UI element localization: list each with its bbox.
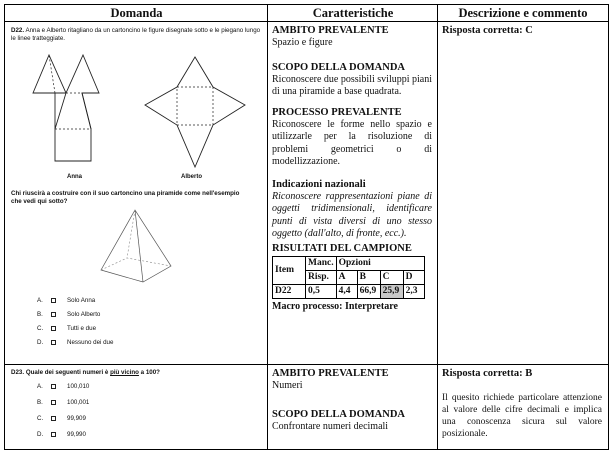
d22-text: Anna e Alberto ritagliano da un cartoncino le figure disegnate sotto e le piegano lungo le linee tratteggiate. (11, 27, 261, 42)
indicazioni-title: Indicazioni nazionali (272, 178, 366, 190)
option-text: 99,990 (67, 431, 86, 438)
results-header-opzioni: Opzioni (336, 256, 424, 270)
checkbox-icon[interactable] (51, 312, 56, 317)
option-text: 100,001 (67, 399, 90, 406)
checkbox-icon[interactable] (51, 400, 56, 405)
pyramid-figure (95, 208, 175, 286)
scopo-title: SCOPO DELLA DOMANDA (272, 408, 406, 420)
option-text: Solo Alberto (67, 311, 101, 318)
results-header-d: D (403, 270, 424, 284)
scopo-title: SCOPO DELLA DOMANDA (272, 61, 406, 73)
ambito-value: Spazio e figure (272, 37, 333, 48)
checkbox-icon[interactable] (51, 432, 56, 437)
header-domanda: Domanda (5, 5, 268, 22)
d23-descrizione (442, 368, 602, 440)
results-header-item: Item (273, 256, 306, 284)
results-c-correct: 25,9 (380, 284, 403, 298)
risultati-title: RISULTATI DEL CAMPIONE (272, 242, 412, 254)
d22-question: Chi riuscirà a costruire con il suo cartoncino una piramide come nell'esempio che vedi qui sotto? (11, 190, 240, 205)
header-descrizione: Descrizione e commento (438, 5, 608, 22)
option-letter: B. (37, 311, 43, 318)
checkbox-icon[interactable] (51, 326, 56, 331)
results-d: 2,3 (403, 284, 424, 298)
d22-number: D22. (11, 27, 25, 34)
d22-caratteristiche (272, 25, 432, 313)
checkbox-icon[interactable] (51, 416, 56, 421)
d22-question-text (11, 27, 261, 43)
option-text: Solo Anna (67, 297, 96, 304)
option-text: Tutti e due (67, 325, 97, 332)
option-letter: A. (37, 297, 43, 304)
option-text: Nessuno dei due (67, 339, 114, 346)
d23-commento: Il quesito richiede particolare attenzione al valore delle cifre decimali e implica una conoscenza sicura sul valore posizionale. (442, 393, 602, 439)
option-letter: A. (37, 383, 43, 390)
d23-text-pre: Quale dei seguenti numeri è (25, 369, 111, 376)
results-header-a: A (336, 270, 357, 284)
results-table (272, 256, 425, 299)
option-letter: D. (37, 431, 44, 438)
processo-value: Riconoscere le forme nello spazio e utilizzarle per la risoluzione di problemi geometrici o di modellizzazione. (272, 118, 432, 167)
column-divider (437, 5, 438, 449)
scopo-value: Riconoscere due possibili sviluppi piani di una piramide a base quadrata. (272, 73, 432, 97)
d23-text-underlined: più vicino (110, 369, 139, 376)
option-letter: C. (37, 415, 44, 422)
results-header-risp: Risp. (306, 270, 337, 284)
option-letter: C. (37, 325, 44, 332)
header-caratteristiche: Caratteristiche (268, 5, 438, 22)
checkbox-icon[interactable] (51, 340, 56, 345)
option-letter: B. (37, 399, 43, 406)
results-header-c: C (380, 270, 403, 284)
d23-text-post: a 100? (138, 369, 160, 376)
indicazioni-value: Riconoscere rappresentazioni piane di oggetti tridimensionali, identificare punti di vista diversi di uno stesso oggetto (dall'alto, di fronte, ecc.). (272, 190, 432, 239)
row-divider (5, 364, 608, 365)
results-manc: 0,5 (306, 284, 337, 298)
processo-title: PROCESSO PREVALENTE (272, 106, 402, 118)
anna-net-figure (29, 49, 115, 171)
label-anna: Anna (67, 174, 82, 180)
results-item: D22 (273, 284, 306, 298)
d23-number: D23. (11, 369, 25, 376)
option-text: 99,909 (67, 415, 86, 422)
results-b: 66,9 (357, 284, 380, 298)
document-table (4, 4, 609, 450)
column-divider (267, 5, 268, 449)
checkbox-icon[interactable] (51, 384, 56, 389)
d22-risposta-corretta: Risposta corretta: C (442, 25, 533, 36)
scopo-value: Confrontare numeri decimali (272, 420, 389, 432)
ambito-title: AMBITO PREVALENTE (272, 25, 389, 36)
checkbox-icon[interactable] (51, 298, 56, 303)
option-letter: D. (37, 339, 44, 346)
ambito-value: Numeri (272, 380, 303, 391)
results-header-b: B (357, 270, 380, 284)
option-text: 100,010 (67, 383, 90, 390)
alberto-net-figure (143, 55, 247, 170)
ambito-title: AMBITO PREVALENTE (272, 368, 389, 379)
d23-caratteristiche (272, 368, 432, 433)
d23-risposta-corretta: Risposta corretta: B (442, 368, 533, 379)
results-a: 4,4 (336, 284, 357, 298)
d23-question-text (11, 369, 261, 377)
label-alberto: Alberto (181, 174, 202, 180)
macro-processo: Macro processo: Interpretare (272, 300, 398, 312)
results-header-manc: Manc. (306, 256, 337, 270)
